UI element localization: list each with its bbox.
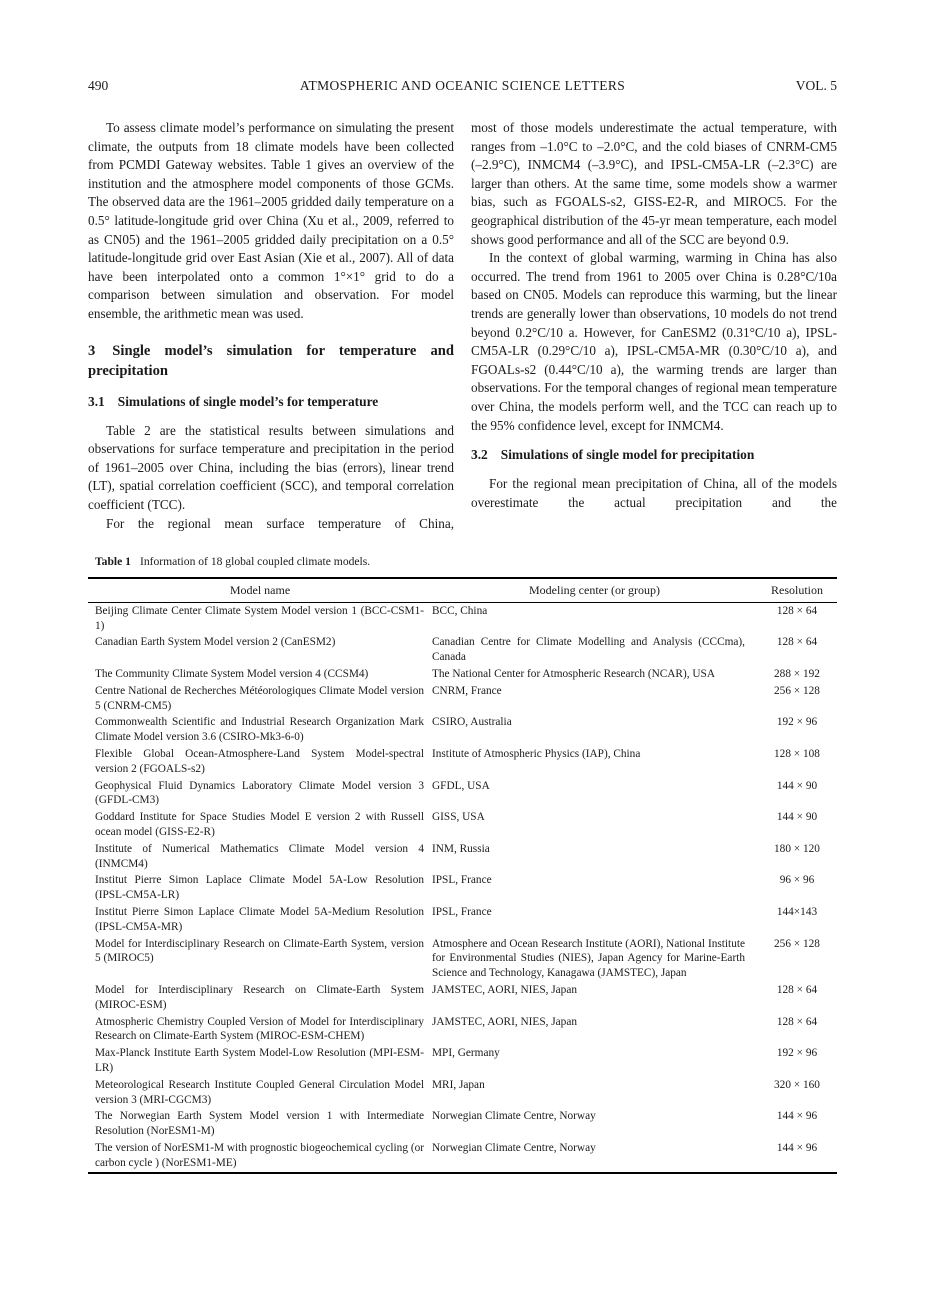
table-row <box>88 666 837 683</box>
cell-modeling-center: Atmosphere and Ocean Research Institute (AORI), National Institute for Environmental Studies (NIES), Japan Agency for Marine-Earth Science and Technology, Kanagawa (JAMSTEC), Japan <box>432 937 745 980</box>
paragraph-regional-temp-start: For the regional mean surface temperature of China, <box>106 515 454 531</box>
section-number: 3 <box>88 342 96 359</box>
table-row <box>88 746 837 778</box>
table-row <box>88 1077 837 1109</box>
paragraph-precip-start: For the regional mean precipitation of China, all of the models overestimate the actual precipitation and the <box>471 476 837 510</box>
paragraph-table2-stats: Table 2 are the statistical results between simulations and observations for surface temperature and precipitation in the period of 1961–2005 over China, including the bias (errors), linear trend (LT), spatial correlation coefficient (SCC), and temporal correlation coefficient (TCC). <box>88 422 454 512</box>
section-3-2-heading <box>471 446 837 464</box>
cell-model-name: Max-Planck Institute Earth System Model-Low Resolution (MPI-ESM-LR) <box>95 1047 424 1074</box>
cell-resolution: 144 × 96 <box>776 1110 818 1123</box>
table-row <box>88 634 837 666</box>
volume-label: VOL. 5 <box>795 78 837 93</box>
table-row <box>88 872 837 904</box>
table-1-block <box>88 555 837 1173</box>
cell-resolution: 128 × 64 <box>776 984 818 997</box>
cell-model-name: Flexible Global Ocean-Atmosphere-Land System Model-spectral version 2 (FGOALS-s2) <box>95 748 424 775</box>
cell-model-name: The Community Climate System Model version 4 (CCSM4) <box>95 668 369 681</box>
cell-resolution: 256 × 128 <box>774 937 820 950</box>
cell-model-name: Geophysical Fluid Dynamics Laboratory Climate Model version 3 (GFDL-CM3) <box>95 779 424 807</box>
cell-modeling-center: CSIRO, Australia <box>432 716 512 729</box>
table-caption <box>88 555 837 569</box>
journal-title: ATMOSPHERIC AND OCEANIC SCIENCE LETTERS <box>299 78 626 93</box>
cell-resolution: 192 × 96 <box>776 716 818 729</box>
cell-model-name: Beijing Climate Center Climate System Model version 1 (BCC-CSM1-1) <box>95 604 424 632</box>
paragraph-intro: To assess climate model’s performance on simulating the present climate, the outputs from 18 climate models have been collected from PCMDI Gateway websites. Table 1 gives an overview of the institution and the atmosphere model components of those GCMs. The observed data are the 1961–2005 gridded daily temperature on a 0.5° latitude-longitude grid over China (Xu et al., 2009, referred to as CN05) and the 1961–2005 gridded daily precipitation on a 0.5° latitude-longitude grid over East Asian (Xie et al., 2007). All of data have been interpolated onto a common 1°×1° grid to do a comparison between simulation and observation. For model ensemble, the arithmetic mean was used. <box>88 120 454 321</box>
section-3-heading <box>88 341 454 382</box>
cell-modeling-center: JAMSTEC, AORI, NIES, Japan <box>432 984 577 997</box>
cell-resolution: 128 × 64 <box>776 604 818 617</box>
table-row <box>88 1140 837 1173</box>
paragraph-temp-bias: most of those models underestimate the actual temperature, with ranges from –1.0°C to –2.0°C, and the cold biases of CNRM-CM5 (–2.9°C), INMCM4 (–3.9°C), and IPSL-CM5A-LR (–2.3°C) are larger than others. At the same time, some models show a warmer bias, such as FGOALS-s2, GISS-E2-R, and MIROC5. For the geographical distribution of the 45-yr mean temperature, each model shows good performance and all of the SCC are beyond 0.9. <box>471 120 837 247</box>
table-row <box>88 841 837 873</box>
section-title: Single model’s simulation for temperature and precipitation <box>88 342 454 380</box>
cell-resolution: 144 × 90 <box>776 811 818 824</box>
table-row <box>88 602 837 634</box>
cell-modeling-center: JAMSTEC, AORI, NIES, Japan <box>432 1015 577 1028</box>
cell-resolution: 180 × 120 <box>774 842 820 855</box>
cell-model-name: Canadian Earth System Model version 2 (CanESM2) <box>95 636 336 649</box>
table-body <box>88 602 837 1172</box>
column-header-resolution: Resolution <box>757 578 837 602</box>
cell-modeling-center: Norwegian Climate Centre, Norway <box>432 1110 596 1123</box>
section-number: 3.2 <box>471 447 488 463</box>
left-column <box>88 119 454 533</box>
table-header-row <box>88 578 837 602</box>
cell-model-name: Model for Interdisciplinary Research on Climate-Earth System, version 5 (MIROC5) <box>95 937 424 965</box>
cell-model-name: Institute of Numerical Mathematics Climate Model version 4 (INMCM4) <box>95 842 424 870</box>
cell-resolution: 96 × 96 <box>779 874 815 887</box>
table-row <box>88 982 837 1014</box>
cell-resolution: 144 × 96 <box>776 1141 818 1154</box>
table-row <box>88 778 837 810</box>
cell-resolution: 128 × 64 <box>776 636 818 649</box>
table-row <box>88 904 837 936</box>
section-title: Simulations of single model’s for temperature <box>117 393 379 409</box>
column-header-modeling-center: Modeling center (or group) <box>432 578 757 602</box>
table-caption-label: Table 1 <box>95 555 131 569</box>
cell-model-name: Centre National de Recherches Météorologiques Climate Model version 5 (CNRM-CM5) <box>95 684 424 712</box>
cell-model-name: Model for Interdisciplinary Research on Climate-Earth System (MIROC-ESM) <box>95 984 424 1011</box>
cell-modeling-center: MRI, Japan <box>432 1078 485 1091</box>
cell-resolution: 144 × 90 <box>776 779 818 792</box>
cell-resolution: 192 × 96 <box>776 1047 818 1060</box>
cell-modeling-center: CNRM, France <box>432 684 502 697</box>
right-column <box>471 119 837 533</box>
cell-resolution: 320 × 160 <box>774 1078 820 1091</box>
table-row <box>88 1014 837 1046</box>
table-row <box>88 809 837 841</box>
models-table <box>88 577 837 1173</box>
cell-modeling-center: GISS, USA <box>432 811 485 824</box>
column-header-model-name: Model name <box>88 578 432 602</box>
cell-modeling-center: BCC, China <box>432 604 488 617</box>
cell-modeling-center: GFDL, USA <box>432 779 490 792</box>
section-3-1-heading <box>88 393 454 411</box>
cell-model-name: Institut Pierre Simon Laplace Climate Model 5A-Medium Resolution (IPSL-CM5A-MR) <box>95 906 424 933</box>
cell-modeling-center: IPSL, France <box>432 874 492 887</box>
table-caption-text: Information of 18 global coupled climate models. <box>139 555 371 569</box>
running-head <box>88 78 837 93</box>
body-columns <box>88 119 837 533</box>
paragraph-warming-trend: In the context of global warming, warming in China has also occurred. The trend from 1961 to 2005 over China is 0.28°C/10a based on CN05. Models can reproduce this warming, but the linear trends are generally lower than observations, 10 models do not trend beyond 0.2°C/10 a. However, for CanESM2 (0.31°C/10 a), IPSL-CM5A-LR (0.29°C/10 a), IPSL-CM5A-MR (0.30°C/10 a), and FGOALs-s2 (0.44°C/10 a), the warming trends are larger than observations. For the temporal changes of regional mean temperature over China, the models perform well, and the TCC can reach up to the 95% confidence level, except for INMCM4. <box>471 250 837 433</box>
table-row <box>88 1045 837 1077</box>
cell-modeling-center: Institute of Atmospheric Physics (IAP), China <box>432 748 641 761</box>
section-title: Simulations of single model for precipitation <box>500 447 755 463</box>
table-row <box>88 1108 837 1140</box>
cell-resolution: 128 × 108 <box>774 748 820 761</box>
cell-modeling-center: MPI, Germany <box>432 1047 500 1060</box>
cell-model-name: Commonwealth Scientific and Industrial Research Organization Mark Climate Model version 3.6 (CSIRO-Mk3-6-0) <box>95 716 424 744</box>
cell-modeling-center: The National Center for Atmospheric Research (NCAR), USA <box>432 668 715 681</box>
cell-resolution: 288 × 192 <box>774 668 820 681</box>
cell-model-name: Institut Pierre Simon Laplace Climate Model 5A-Low Resolution (IPSL-CM5A-LR) <box>95 874 424 902</box>
cell-modeling-center: IPSL, France <box>432 906 492 919</box>
page-number: 490 <box>88 78 109 93</box>
cell-model-name: The Norwegian Earth System Model version 1 with Intermediate Resolution (NorESM1-M) <box>95 1110 424 1138</box>
cell-modeling-center: INM, Russia <box>432 842 490 855</box>
table-row <box>88 683 837 715</box>
cell-modeling-center: Norwegian Climate Centre, Norway <box>432 1141 596 1154</box>
cell-model-name: Atmospheric Chemistry Coupled Version of Model for Interdisciplinary Research on Climate-Earth System (MIROC-ESM-CHEM) <box>95 1015 424 1043</box>
table-row <box>88 936 837 982</box>
cell-resolution: 128 × 64 <box>776 1015 818 1028</box>
table-row <box>88 714 837 746</box>
cell-resolution: 144×143 <box>776 906 818 919</box>
section-number: 3.1 <box>88 393 105 409</box>
cell-model-name: The version of NorESM1-M with prognostic biogeochemical cycling (or carbon cycle ) (NorESM1-ME) <box>95 1141 424 1169</box>
cell-model-name: Goddard Institute for Space Studies Model E version 2 with Russell ocean model (GISS-E2-R) <box>95 811 424 839</box>
cell-modeling-center: Canadian Centre for Climate Modelling and Analysis (CCCma), Canada <box>432 636 745 664</box>
cell-resolution: 256 × 128 <box>774 684 820 697</box>
cell-model-name: Meteorological Research Institute Coupled General Circulation Model version 3 (MRI-CGCM3) <box>95 1078 424 1106</box>
